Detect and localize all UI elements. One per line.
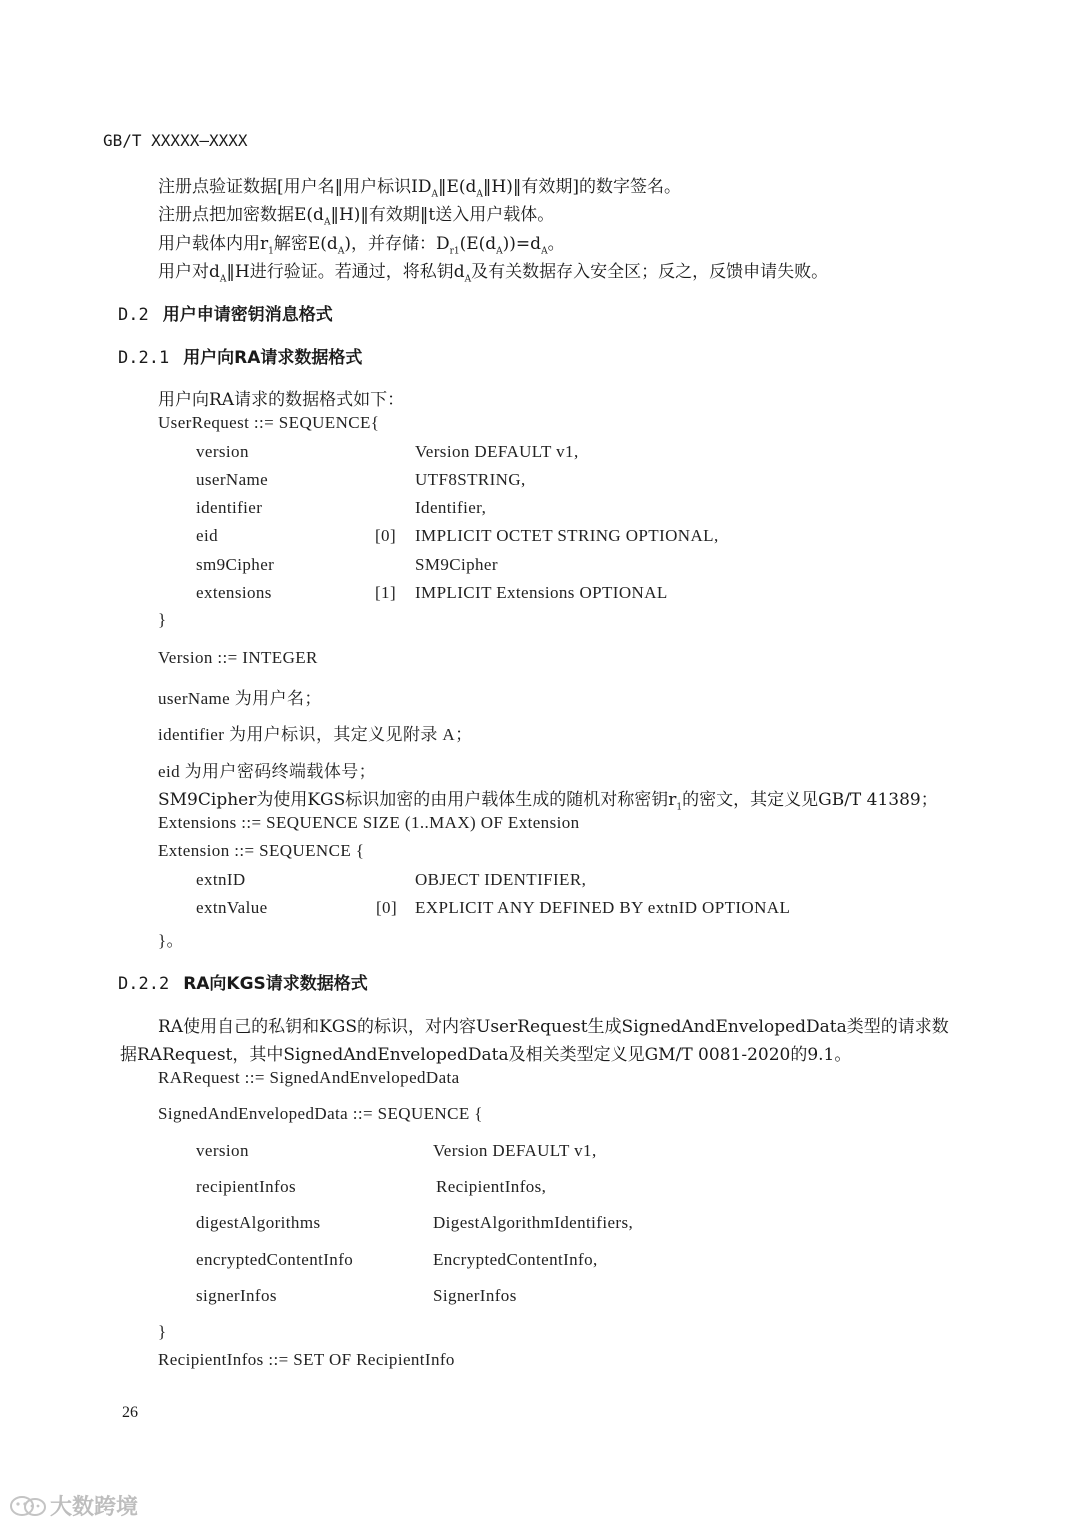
intro-line-1: 注册点验证数据[用户名‖用户标识$ID_A‖E(d_A‖H)‖$有效期]的数字签名。: [158, 177, 682, 200]
watermark-text: 大数跨境: [50, 1495, 139, 1520]
sed-field-type: SignerInfos: [433, 1286, 517, 1305]
wechat-icon: [8, 1493, 50, 1519]
username-definition: userName 为用户名；: [158, 689, 322, 708]
section-title: 用户向RA请求数据格式: [183, 348, 363, 368]
field-type: SM9Cipher: [415, 555, 498, 574]
userrequest-sequence-open: UserRequest ::= SEQUENCE{: [158, 413, 380, 432]
intro-line-3: 用户载体内用$r_1$解密$E(d_A)$，并存储：$D_{r1}(E(d_A))=d_A$。: [158, 234, 565, 257]
field-name: eid: [196, 526, 218, 545]
rarequest-definition: RARequest ::= SignedAndEnvelopedData: [158, 1068, 460, 1087]
version-definition: Version ::= INTEGER: [158, 648, 318, 667]
extension-sequence-open: Extension ::= SEQUENCE {: [158, 841, 365, 860]
extensions-definition: Extensions ::= SEQUENCE SIZE (1..MAX) OF Extension: [158, 813, 580, 832]
sed-field-type: EncryptedContentInfo,: [433, 1250, 598, 1269]
field-name: sm9Cipher: [196, 555, 275, 574]
userrequest-sequence-close: }: [158, 610, 167, 629]
identifier-definition: identifier 为用户标识，其定义见附录 A；: [158, 725, 473, 744]
signedandenveloped-sequence-open: SignedAndEnvelopedData ::= SEQUENCE {: [158, 1104, 483, 1123]
sm9cipher-definition: SM9Cipher为使用KGS标识加密的由用户载体生成的随机对称密钥$r_1$的密文，其定义见GB/T 41389；: [158, 790, 938, 813]
eid-definition: eid 为用户密码终端载体号；: [158, 762, 377, 781]
sed-field-type: DigestAlgorithmIdentifiers,: [433, 1213, 634, 1232]
section-number: D.2.2: [118, 974, 170, 994]
field-name: extensions: [196, 583, 272, 602]
field-type: UTF8STRING,: [415, 470, 526, 489]
sed-field-name: version: [196, 1141, 249, 1160]
intro-line-4: 用户对$d_A‖H$进行验证。若通过，将私钥$d_A$及有关数据存入安全区；反之，反馈申请失败。: [158, 262, 829, 285]
field-type: Version DEFAULT v1,: [415, 442, 579, 461]
ext-field-type: EXPLICIT ANY DEFINED BY extnID OPTIONAL: [415, 898, 791, 917]
d22-paragraph-line-1: RA使用自己的私钥和KGS的标识，对内容UserRequest生成SignedAndEnvelopedData类型的请求数: [158, 1017, 949, 1037]
page-number: 26: [122, 1404, 138, 1421]
field-name: identifier: [196, 498, 263, 517]
recipientinfos-definition: RecipientInfos ::= SET OF RecipientInfo: [158, 1350, 455, 1369]
watermark: [8, 1490, 138, 1521]
signedandenveloped-sequence-close: }: [158, 1322, 167, 1341]
sed-field-type: Version DEFAULT v1,: [433, 1141, 597, 1160]
section-heading-d2: [118, 300, 333, 325]
sed-field-name: recipientInfos: [196, 1177, 297, 1196]
d22-paragraph-line-2: 据RARequest，其中SignedAndEnvelopedData及相关类型定义见GM/T 0081-2020的9.1。: [120, 1045, 852, 1065]
field-type: Identifier,: [415, 498, 487, 517]
section-number: D.2: [118, 305, 149, 325]
sed-field-name: signerInfos: [196, 1286, 277, 1305]
d21-intro: 用户向RA请求的数据格式如下：: [158, 390, 405, 410]
field-type: IMPLICIT OCTET STRING OPTIONAL,: [415, 526, 719, 545]
ext-field-tag: [0]: [376, 898, 398, 917]
field-tag: [1]: [375, 583, 397, 602]
section-number: D.2.1: [118, 348, 170, 368]
extension-sequence-close: }。: [158, 931, 184, 950]
field-tag: [0]: [375, 526, 397, 545]
section-heading-d21: [118, 343, 362, 368]
field-name: userName: [196, 470, 269, 489]
sed-field-type: RecipientInfos,: [436, 1177, 547, 1196]
document-code: GB/T XXXXX—XXXX: [103, 131, 248, 150]
section-title: 用户申请密钥消息格式: [162, 305, 333, 325]
intro-line-2: 注册点把加密数据$E(d_A‖H)‖$有效期‖t送入用户载体。: [158, 205, 555, 228]
ext-field-type: OBJECT IDENTIFIER,: [415, 870, 587, 889]
sed-field-name: digestAlgorithms: [196, 1213, 321, 1232]
section-title: RA向KGS请求数据格式: [183, 974, 368, 994]
ext-field-name: extnValue: [196, 898, 268, 917]
section-heading-d22: [118, 969, 368, 994]
field-name: version: [196, 442, 249, 461]
ext-field-name: extnID: [196, 870, 246, 889]
sed-field-name: encryptedContentInfo: [196, 1250, 354, 1269]
field-type: IMPLICIT Extensions OPTIONAL: [415, 583, 668, 602]
